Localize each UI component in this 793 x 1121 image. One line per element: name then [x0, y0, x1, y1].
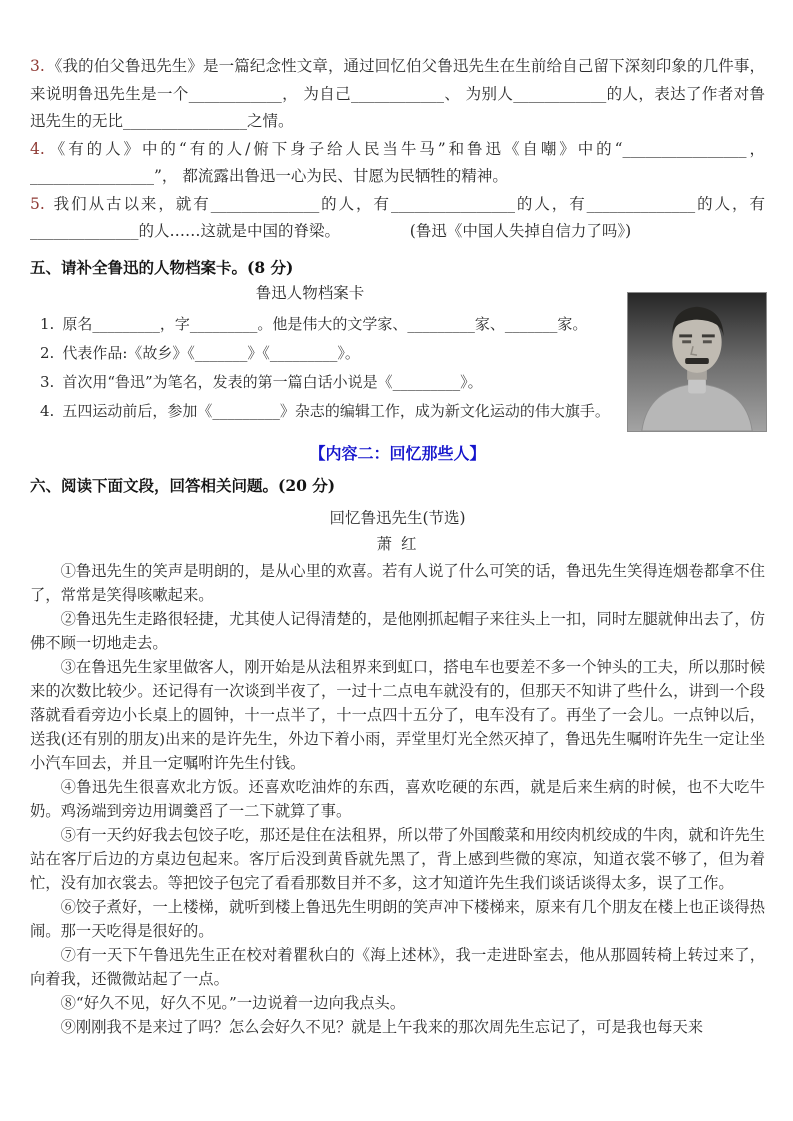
luxun-profile-card	[30, 310, 765, 432]
passage-paragraph-6: ⑥饺子煮好，一上楼梯，就听到楼上鲁迅先生明朗的笑声冲下楼梯来，原来有几个朋友在楼上也正谈得热闹。那一天吃得是很好的。	[30, 897, 765, 940]
question-3-number: 3.	[30, 57, 45, 75]
passage-paragraph-2: ②鲁迅先生走路很轻捷，尤其使人记得清楚的，是他刚抓起帽子来往头上一扣，同时左腿就伸出去了，仿佛不顾一切地走去。	[30, 609, 765, 652]
passage-paragraph-5: ⑤有一天约好我去包饺子吃，那还是住在法租界，所以带了外国酸菜和用绞肉机绞成的牛肉，就和许先生站在客厅后边的方桌边包起来。客厅后没到黄昏就先黑了，背上感到些微的寒凉，知道衣裳不够了，但为着忙，没有加衣裳去。等把饺子包完了看看那数目并不多，这才知道许先生我们谈话谈得太多，误了工作。	[30, 825, 765, 892]
passage-paragraph-4: ④鲁迅先生很喜欢北方饭。还喜欢吃油炸的东西，喜欢吃硬的东西，就是后来生病的时候，也不大吃牛奶。鸡汤端到旁边用调羹舀了一二下就算了事。	[30, 777, 765, 820]
passage-paragraph-3: ③在鲁迅先生家里做客人，刚开始是从法租界来到虹口，搭电车也要差不多一个钟头的工夫，所以那时候来的次数比较少。还记得有一次谈到半夜了，一过十二点电车就没有的，但那天不知讲了些什么，讲到一个段落就看看旁边小长桌上的圆钟，十一点半了，十一点四十五分了，电车没有了。再坐了一会儿。一点钟以后，送我(还有别的朋友)出来的是许先生，外边下着小雨，弄堂里灯光全然灭掉了，鲁迅先生嘱咐许先生一定让坐小汽车回去，并且一定嘱咐许先生付钱。	[30, 657, 765, 772]
question-5-number: 5.	[30, 194, 45, 213]
card-item-2-text: 代表作品:《故乡》《_______》《_________》。	[62, 343, 360, 362]
question-4-number: 4.	[30, 139, 45, 158]
reading-passage	[30, 559, 765, 1039]
section6-heading: 六、阅读下面文段，回答相关问题。(20 分)	[30, 475, 336, 495]
question-3	[30, 53, 765, 136]
card-item-4-text: 五四运动前后，参加《_________》杂志的编辑工作，成为新文化运动的伟大旗手。	[62, 401, 610, 420]
card-item-4	[40, 397, 658, 426]
card-item-1-text: 原名_________，字_________。他是伟大的文学家、_________家、_______家。	[62, 314, 588, 333]
profile-card-items	[30, 310, 658, 426]
content-part2-banner: 【内容二：回忆那些人】	[309, 443, 486, 463]
card-item-3	[40, 368, 658, 397]
passage-title: 回忆鲁迅先生(节选)	[329, 508, 466, 527]
passage-paragraph-1: ①鲁迅先生的笑声是明朗的，是从心里的欢喜。若有人说了什么可笑的话，鲁迅先生笑得连烟卷都拿不住了，常常是笑得咳嗽起来。	[30, 561, 765, 604]
card-item-2-number: 2.	[40, 343, 55, 362]
section5-heading: 五、请补全鲁迅的人物档案卡。(8 分)	[30, 257, 294, 277]
card-item-3-text: 首次用“鲁迅”为笔名，发表的第一篇白话小说是《_________》。	[62, 372, 483, 391]
card-item-4-number: 4.	[40, 401, 55, 420]
question-5-text: 我们从古以来，就有______________的人，有________________的人，有______________的人，有______________的人……这就是中国的脊梁。	[30, 194, 765, 240]
question-3-text: 《我的伯父鲁迅先生》是一篇纪念性文章，通过回忆伯父鲁迅先生在生前给自己留下深刻印象的几件事，来说明鲁迅先生是一个____________， 为自己____________、 为别人____________的人，表达了作者对鲁迅先生的无比________________之情。	[30, 57, 765, 130]
card-item-2	[40, 339, 658, 368]
passage-paragraph-8: ⑧“好久不见，好久不见。”一边说着一边向我点头。	[60, 993, 406, 1012]
question-4	[30, 136, 765, 191]
luxun-portrait-photo	[627, 292, 767, 432]
passage-paragraph-7: ⑦有一天下午鲁迅先生正在校对着瞿秋白的《海上述林》，我一走进卧室去，他从那圆转椅上转过来了，向着我，还微微站起了一点。	[30, 945, 765, 988]
card-item-1-number: 1.	[40, 314, 55, 333]
card-item-3-number: 3.	[40, 372, 55, 391]
question-4-text: 《有的人》中的“有的人/俯下身子给人民当牛马”和鲁迅《自嘲》中的“________________， ________________”， 都流露出鲁迅一心为民、甘愿为民牺牲的精神。	[30, 139, 765, 185]
question-5	[30, 191, 765, 246]
fill-blank-questions	[30, 53, 765, 246]
profile-card-title: 鲁迅人物档案卡	[255, 283, 365, 302]
question-5-source-citation: (鲁迅《中国人失掉自信力了吗》)	[409, 222, 632, 240]
card-item-1	[40, 310, 658, 339]
passage-author: 萧 红	[376, 534, 419, 553]
passage-paragraph-9: ⑨刚刚我不是来过了吗？怎么会好久不见？就是上午我来的那次周先生忘记了，可是我也每天来	[60, 1017, 704, 1036]
